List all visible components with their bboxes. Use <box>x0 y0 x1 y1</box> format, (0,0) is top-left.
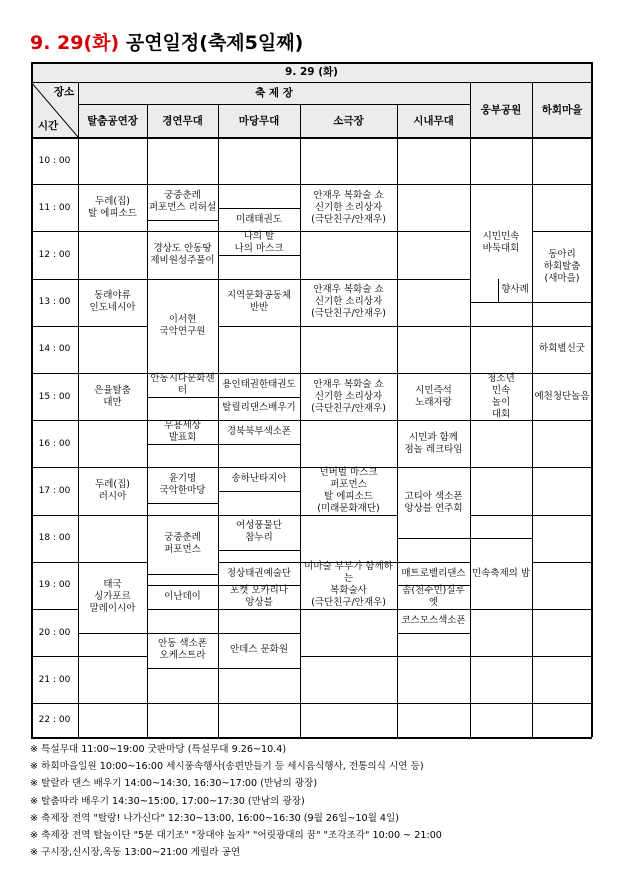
event-cell: 매트로밸리댄스 <box>401 567 466 579</box>
grid-line <box>397 326 470 327</box>
event-cell: 정상태권예술단 <box>226 567 292 579</box>
grid-line <box>147 574 218 575</box>
side-event-cell: 향사례 <box>501 284 529 296</box>
grid-line <box>218 703 300 704</box>
event-cell: 안동 색소폰 오케스트라 <box>158 638 207 662</box>
event-cell: 미마술 부부가 함께하는 복화술사 (극단친구/안재우) <box>304 561 393 609</box>
date-header: 9. 29 (화) <box>285 66 338 78</box>
grid-line <box>31 326 78 327</box>
event-cell: 탈릴리댄스배우기 <box>222 402 296 414</box>
event-cell: 윤기명 국악한마당 <box>159 473 206 497</box>
grid-line <box>397 184 470 185</box>
grid-line <box>31 279 78 280</box>
notes-list <box>30 741 620 861</box>
venue-header: 탈춤공연장 <box>87 114 138 127</box>
venue-header: 마당무대 <box>238 114 280 127</box>
event-cell: 시민민속 바둑대회 <box>482 231 520 255</box>
grid-line <box>397 703 470 704</box>
note-line: ※ 구시장,신시장,옥동 13:00~21:00 게릴라 공연 <box>30 847 241 859</box>
event-cell: 고티아 색소폰 앙상블 연주회 <box>404 490 463 514</box>
grid-line <box>300 656 397 657</box>
event-cell: 민속축제의 밤 <box>471 567 531 579</box>
event-cell: 미래태권도 <box>236 213 282 225</box>
grid-line <box>300 231 397 232</box>
event-cell: 은율탈춤 대만 <box>94 384 131 408</box>
grid-line <box>300 420 397 421</box>
grid-line <box>31 373 78 374</box>
event-cell: 용인태권한태권도 <box>222 378 296 390</box>
grid-line <box>470 609 532 610</box>
grid-line <box>532 302 592 303</box>
event-cell: 이서현 국악연구원 <box>159 313 206 337</box>
event-cell: 코스모스색소폰 <box>401 614 466 626</box>
note-line: ※ 축제장 전역 "탈랑! 나가신다" 12:30~13:00, 16:00~16:30 (9월 26일~10월 4일) <box>30 812 400 824</box>
event-cell: 무용세상 발표회 <box>164 419 201 443</box>
event-cell: 솜(천수민)실루엣 <box>402 585 465 609</box>
event-cell: 궁중춘레 퍼포먼스 리허설 <box>148 189 217 213</box>
grid-line <box>397 633 470 634</box>
time-label: 18 : 00 <box>38 533 71 544</box>
grid-line <box>470 467 532 468</box>
corner-time-label: 시간 <box>37 120 59 132</box>
time-label: 21 : 00 <box>38 674 71 685</box>
event-cell: 궁중춘레 퍼포먼스 <box>164 532 201 556</box>
time-label: 16 : 00 <box>38 438 71 449</box>
grid-line <box>78 420 147 421</box>
grid-line <box>397 538 470 539</box>
grid-line <box>218 444 300 445</box>
grid-line <box>31 467 78 468</box>
event-cell: 두레(집) 탈 에피소드 <box>88 195 137 219</box>
event-cell: 안재우 복화술 쇼 신기한 소리상자 (극단친구/안재우) <box>311 378 386 414</box>
venue-header: 경연무대 <box>162 114 203 127</box>
event-cell: 이난데이 <box>164 591 201 603</box>
grid-line <box>31 184 78 185</box>
grid-line <box>147 609 218 610</box>
event-cell: 송하난타지아 <box>231 473 287 485</box>
grid-line <box>300 703 397 704</box>
time-label: 22 : 00 <box>38 715 71 726</box>
grid-line <box>31 656 78 657</box>
grid-line <box>397 231 470 232</box>
time-label: 12 : 00 <box>38 249 71 260</box>
event-cell: 경북북부색소폰 <box>226 425 292 437</box>
time-label: 14 : 00 <box>38 344 71 355</box>
grid-line <box>31 515 78 516</box>
grid-line <box>147 503 218 504</box>
time-label: 20 : 00 <box>38 627 71 638</box>
venue-header: 소극장 <box>333 114 364 127</box>
grid-line <box>218 550 300 551</box>
grid-line <box>147 703 218 704</box>
note-line: ※ 탈랄라 댄스 배우기 14:00~14:30, 16:30~17:00 (만남의 광장) <box>30 778 318 790</box>
venue-header: 하회마을 <box>541 103 583 116</box>
grid-line <box>532 703 592 704</box>
event-cell: 여성풍물단 참누리 <box>236 520 282 544</box>
grid-line <box>397 279 470 280</box>
grid-line <box>470 302 532 303</box>
event-cell: 안재우 복화술 쇼 신기한 소리상자 (극단친구/안재우) <box>311 189 386 225</box>
grid-line <box>31 703 78 704</box>
event-cell: 넌버벌 마스크 퍼포먼스 탈 에피소드 (미래문화재단) <box>317 466 380 514</box>
time-label: 13 : 00 <box>38 297 71 308</box>
event-cell: 경상도 안동땅 제비원성주풀이 <box>150 242 215 266</box>
title-date: 9. 29(화) <box>30 32 120 54</box>
note-line: ※ 탈춤따라 배우기 14:30~15:00, 17:00~17:30 (만남의 광장) <box>30 795 305 807</box>
grid-line <box>532 467 592 468</box>
time-label: 10 : 00 <box>38 155 71 166</box>
grid-line <box>218 668 300 669</box>
grid-line <box>397 656 470 657</box>
event-cell: 예천청단놀음 <box>534 390 590 402</box>
festival-area-header: 축 제 장 <box>255 87 293 99</box>
venue-header: 웅부공원 <box>480 103 522 116</box>
grid-line <box>532 562 592 563</box>
event-cell: 안데스 문화원 <box>229 644 289 656</box>
event-cell: 안동시다문화센터 <box>150 372 215 396</box>
event-cell: 시민즉석 노래자랑 <box>415 384 452 408</box>
grid-line <box>31 609 78 610</box>
event-cell: 안재우 복화술 쇼 신기한 소리상자 (극단친구/안재우) <box>311 284 386 320</box>
corner-place-label: 장소 <box>53 86 75 98</box>
time-label: 11 : 00 <box>38 202 71 213</box>
grid-line <box>300 326 397 327</box>
grid-line <box>532 656 592 657</box>
event-cell: 태국 싱가포르 말레이시아 <box>89 579 136 615</box>
grid-line <box>591 62 593 737</box>
grid-line <box>31 137 592 139</box>
grid-line <box>78 656 147 657</box>
event-cell: 동래야류 인도네시아 <box>89 290 136 314</box>
event-cell: 포켓 오카리나 앙상블 <box>229 585 289 609</box>
time-label: 15 : 00 <box>38 391 71 402</box>
grid-line <box>218 491 300 492</box>
note-line: ※ 특설무대 11:00~19:00 굿판마당 (특설무대 9.26~10.4) <box>30 744 287 755</box>
grid-line <box>31 420 78 421</box>
note-line: ※ 축제장 전역 탈놀이단 "5분 대기조" "장대야 놀자" "어릿광대의 꿈" "조각조각" 10:00 ~ 21:00 <box>30 830 442 842</box>
event-cell: 하회별신굿 <box>539 343 585 355</box>
grid-line <box>218 184 300 185</box>
event-cell: 두레(집) 러시아 <box>95 478 130 502</box>
title-text: 공연일정(축제5일째) <box>125 32 304 54</box>
grid-line <box>532 184 592 185</box>
time-label: 19 : 00 <box>38 580 71 591</box>
grid-line <box>470 703 532 704</box>
grid-line <box>31 231 78 232</box>
grid-line <box>147 220 218 221</box>
grid-line <box>532 515 592 516</box>
note-line: ※ 하회마을일원 10:00~16:00 세시풍속행사(송편만들기 등 세시음식행사, 전통의식 시연 등) <box>30 761 424 773</box>
event-cell: 시민과 함께 점놀 레크타임 <box>404 431 463 455</box>
grid-line <box>218 326 300 327</box>
grid-line <box>532 609 592 610</box>
grid-line <box>147 668 218 669</box>
grid-line <box>31 737 592 739</box>
event-cell: 나의 탈 나의 마스크 <box>234 231 284 255</box>
grid-line <box>78 231 147 232</box>
grid-line <box>78 515 147 516</box>
grid-line <box>31 562 78 563</box>
event-cell: 지역문화공동체 반반 <box>226 290 292 314</box>
time-label: 17 : 00 <box>38 485 71 496</box>
grid-line <box>470 656 532 657</box>
grid-line <box>78 326 147 327</box>
grid-line <box>78 703 147 704</box>
event-cell: 청소년 민속 놀이 대회 <box>487 372 515 420</box>
grid-line <box>470 326 532 327</box>
grid-line <box>78 633 147 634</box>
grid-line <box>470 515 532 516</box>
grid-line <box>532 420 592 421</box>
venue-header: 시내무대 <box>413 114 454 127</box>
event-cell: 동아리 하회탈춤 (새마을) <box>543 248 581 284</box>
